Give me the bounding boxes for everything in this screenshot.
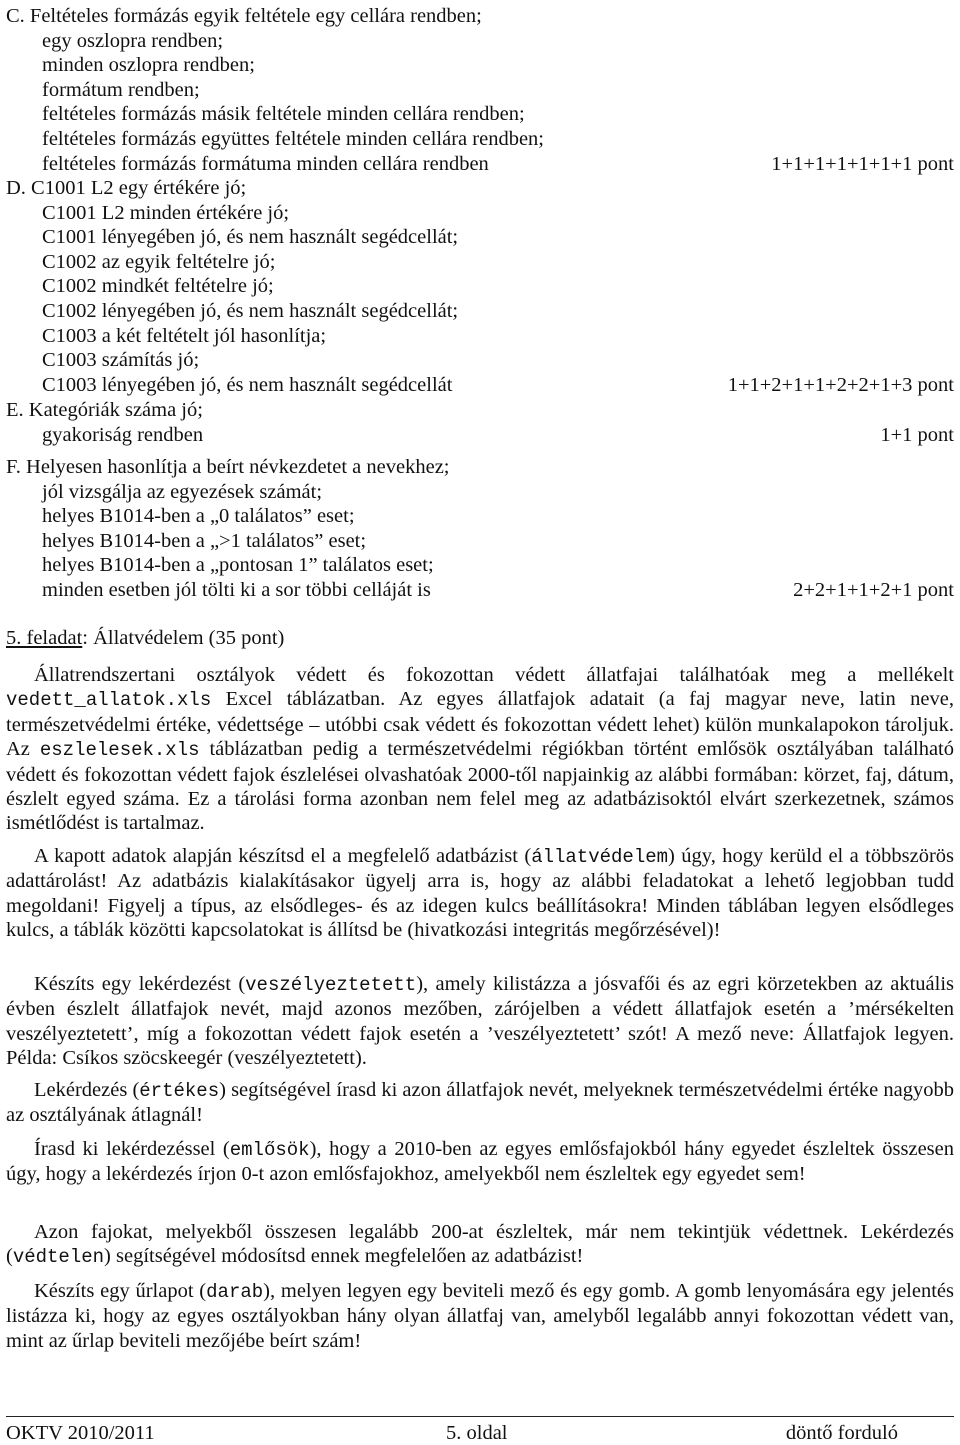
footer-competition: OKTV 2010/2011 [6, 1422, 155, 1444]
scoring-line: E. Kategóriák száma jó; [6, 399, 203, 421]
scoring-line: C1002 az egyik feltételre jó; [42, 250, 276, 273]
scoring-line: gyakoriság rendben [42, 423, 204, 446]
footer-round: döntő forduló [785, 1422, 898, 1444]
scoring-line: C1002 lényegében jó, és nem használt segédcellát; [42, 299, 459, 322]
scoring-line: jól vizsgálja az egyezések számát; [42, 480, 323, 503]
text-run: Készíts egy űrlapot ( [34, 1280, 207, 1302]
footer-page-number: 5. oldal [446, 1422, 508, 1444]
text-run: ) úgy, hogy kerüld el a többszörös adattárolást! Az adatbázis kialakításakor ügyelj arra is, hogy az alábbi feladatokat a lehető legjobban tudd megoldani! Figyelj a típus, az elsődleges- és az idegen kulcs beállításokra! Minden táblában legyen elsődleges kulcs, a táblák közötti kapcsolatokat is állítsd be (hivatkozási integritás megőrzésével)! [6, 845, 954, 942]
scoring-line: minden oszlopra rendben; [42, 54, 255, 77]
scoring-line: feltételes formázás formátuma minden cellára rendben [42, 152, 489, 175]
text-run: Azon fajokat, melyekből összesen legalább 200-at észleltek, már nem tekintjük védettnek. Lekérdezés ( [6, 1221, 954, 1268]
text-run: Excel táblázatban. Az egyes állatfajok adatait (a faj magyar neve, latin neve, természetvédelmi értéke, védettsége – utóbbi csak védett és fokozottan védett lehet) külön munkalapokon tároljuk. Az [6, 688, 954, 761]
task-heading [6, 626, 284, 651]
points-e: 1+1 pont [880, 423, 954, 446]
scoring-line: C1003 a két feltételt jól hasonlítja; [42, 324, 327, 347]
paragraph-intro [6, 663, 954, 836]
text-run: ), melyen legyen egy beviteli mező és egy gomb. A gomb lenyomására egy jelentés listázza ki, hogy az egyes osztályokban hány olyan állatfaj van, amelyből legalább annyi fokozottan védett van, mint az űrlap beviteli mezőjébe beírt szám! [6, 1280, 954, 1352]
paragraph-form-darab [6, 1279, 954, 1353]
scoring-line: formátum rendben; [42, 78, 200, 101]
text-run: ), amely kilistázza a jósvafői és az egri körzetekben az aktuális évben észlelt állatfajok nevét, majd azonos mezőben, zárójelben a védett állatfajok esetén a ’mérsékelten veszélyeztetett’, míg a fokozottan védett fajok esetén a ’veszélyeztetett’ szót! A mező neve: Állatfajok legyen. Példa: Csíkos szöcskeegér (veszélyeztetett). [6, 973, 954, 1070]
filename-code: vedett_allatok.xls [6, 689, 212, 712]
text-run: Írasd ki lekérdezéssel ( [34, 1138, 230, 1160]
scoring-line: feltételes formázás másik feltétele minden cellára rendben; [42, 103, 525, 126]
scoring-line: C1001 lényegében jó, és nem használt segédcellát; [42, 226, 459, 249]
points-f: 2+2+1+1+2+1 pont [793, 578, 954, 601]
text-run: ) segítségével módosítsd ennek megfelelően az adatbázist! [104, 1245, 584, 1268]
identifier-code: védtelen [12, 1246, 105, 1269]
scoring-line: C. Feltételes formázás egyik feltétele egy cellára rendben; [6, 5, 482, 27]
scoring-line: helyes B1014-ben a „pontosan 1” találatos eset; [42, 554, 434, 577]
paragraph-database [6, 844, 954, 943]
scoring-line: helyes B1014-ben a „>1 találatos” eset; [42, 529, 367, 552]
identifier-code: emlősök [229, 1139, 310, 1161]
paragraph-query-vedtelen [6, 1220, 954, 1270]
scoring-line: C1002 mindkét feltételre jó; [42, 275, 274, 298]
page-footer [6, 1421, 956, 1445]
scoring-line: feltételes formázás együttes feltétele minden cellára rendben; [42, 127, 544, 150]
task-number: 5. feladat [6, 627, 83, 649]
scoring-line: C1003 számítás jó; [42, 349, 200, 372]
paragraph-query-ertekes [6, 1078, 954, 1128]
text-run: Lekérdezés ( [34, 1079, 140, 1101]
scoring-line: minden esetben jól tölti ki a sor többi celláját is [42, 578, 431, 601]
paragraph-query-emlosok [6, 1137, 954, 1187]
scoring-block-e [6, 398, 956, 447]
filename-code: eszlelesek.xls [39, 739, 200, 762]
paragraph-query-veszelyeztetett [6, 972, 954, 1071]
identifier-code: veszélyeztetett [245, 974, 417, 996]
scoring-line: egy oszlopra rendben; [42, 29, 224, 52]
task-title: : Állatvédelem (35 pont) [82, 627, 285, 649]
scoring-line: D. C1001 L2 egy értékére jó; [6, 177, 247, 199]
scoring-line: helyes B1014-ben a „0 találatos” eset; [42, 505, 355, 528]
identifier-code: darab [206, 1281, 264, 1303]
points-c: 1+1+1+1+1+1+1 pont [771, 152, 954, 175]
scoring-block-f [6, 455, 956, 603]
text-run: ), hogy a 2010-ben az egyes emlősfajokból hány egyedet észleltek összesen úgy, hogy a lekérdezés írjon 0-t azon emlősfajokhoz, amelyekből nem észleltek egy egyedet sem! [6, 1138, 954, 1186]
footer-divider [6, 1416, 954, 1417]
points-d: 1+1+2+1+1+2+2+1+3 pont [727, 373, 954, 396]
identifier-code: értékes [139, 1080, 220, 1102]
scoring-block-d [6, 176, 956, 397]
text-run: Állatrendszertani osztályok védett és fokozottan védett állatfajai találhatóak meg a mellékelt [34, 664, 954, 686]
text-run: ) segítségével írasd ki azon állatfajok nevét, melyeknek természetvédelmi értéke nagyobb az osztályának átlagnál! [6, 1079, 954, 1127]
scoring-block-c [6, 4, 956, 176]
text-run: A kapott adatok alapján készítsd el a megfelelő adatbázist ( [34, 845, 532, 867]
scoring-line: C1001 L2 minden értékére jó; [42, 201, 290, 224]
scoring-line: C1003 lényegében jó, és nem használt segédcellát [42, 373, 453, 396]
text-run: táblázatban pedig a természetvédelmi régiókban történt emlősök osztályában található védett és fokozottan védett fajok észlelései olvashatóak 2000-től napjainkig az alábbi formában: körzet, faj, dátum, észlelt egyed száma. Ez a tárolási forma azonban nem felel meg az adatbázisoktól elvárt szerkezetnek, számos ismétlődést is tartalmaz. [6, 738, 955, 835]
text-run: Készíts egy lekérdezést ( [34, 973, 246, 995]
scoring-line: F. Helyesen hasonlítja a beírt névkezdetet a nevekhez; [6, 456, 450, 478]
identifier-code: állatvédelem [531, 846, 669, 868]
